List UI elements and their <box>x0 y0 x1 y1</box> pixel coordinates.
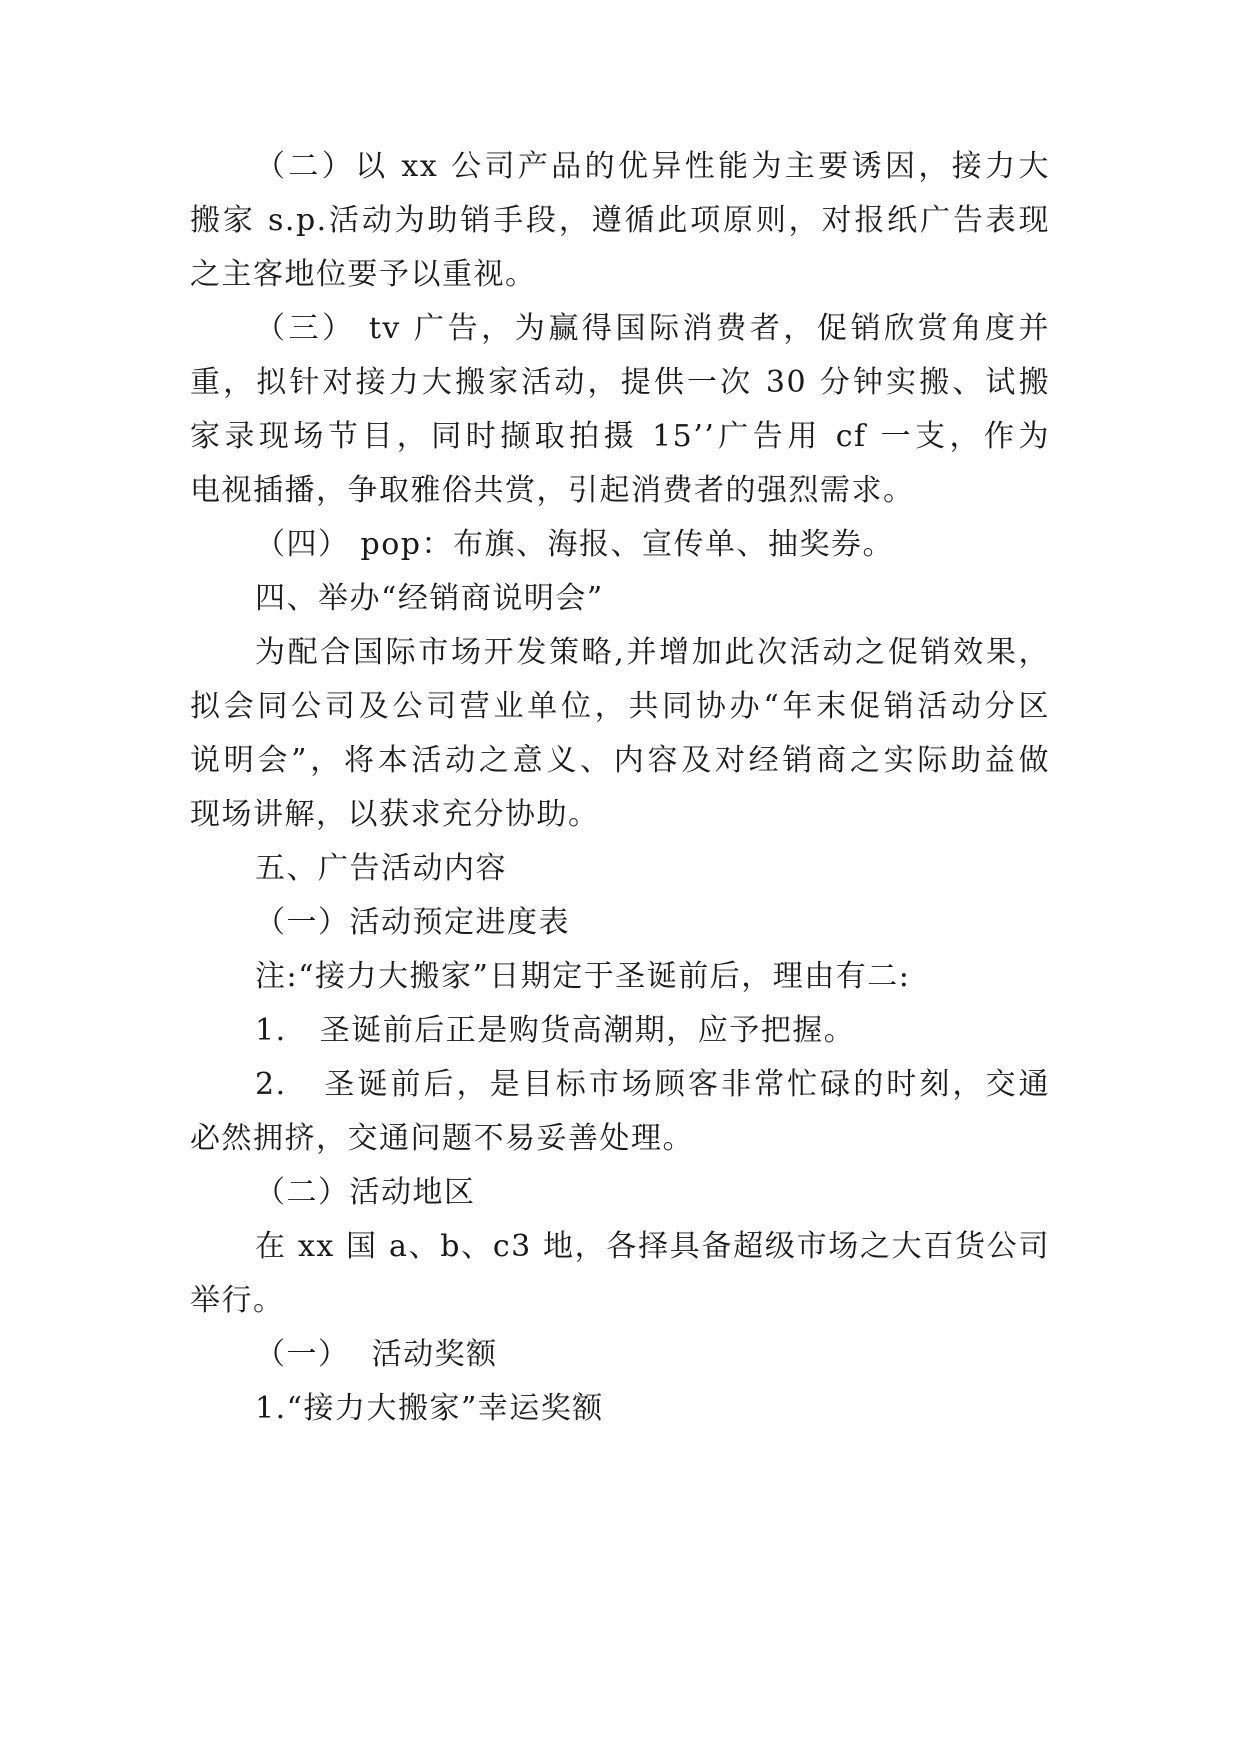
paragraph-line-5: 重，拟针对接力大搬家活动，提供一次 30 分钟实搬、试搬 <box>190 365 1050 400</box>
list-item-1: 1. 圣诞前后正是购货高潮期，应予把握。 <box>255 1013 856 1048</box>
paragraph-line-8: （四） pop：布旗、海报、宣传单、抽奖券。 <box>255 527 895 562</box>
paragraph-line-1: （二）以 xx 公司产品的优异性能为主要诱因，接力大 <box>255 149 1050 184</box>
paragraph-line-22: 举行。 <box>190 1283 285 1318</box>
paragraph-line-11: 拟会同公司及公司营业单位，共同协办“年末促销活动分区 <box>190 689 1050 724</box>
section-heading-4: 四、举办“经销商说明会” <box>255 581 604 616</box>
section-heading-5: 五、广告活动内容 <box>255 851 507 886</box>
list-item-prize-1: 1.“接力大搬家”幸运奖额 <box>255 1391 604 1426</box>
list-item-2: 2. 圣诞前后，是目标市场顾客非常忙碌的时刻，交通 <box>255 1067 1050 1102</box>
paragraph-line-4: （三） tv 广告，为赢得国际消费者，促销欣赏角度并 <box>255 311 1050 346</box>
paragraph-line-7: 电视插播，争取雅俗共赏，引起消费者的强烈需求。 <box>190 473 915 508</box>
paragraph-line-10: 为配合国际市场开发策略,并增加此次活动之促销效果， <box>255 635 1050 670</box>
note-line: 注:“接力大搬家”日期定于圣诞前后，理由有二: <box>255 959 911 994</box>
paragraph-line-21: 在 xx 国 a、b、c3 地，各择具备超级市场之大百货公司 <box>255 1229 1050 1264</box>
paragraph-line-12: 说明会”，将本活动之意义、内容及对经销商之实际助益做 <box>190 743 1050 778</box>
subheading-region: （二）活动地区 <box>255 1175 476 1210</box>
paragraph-line-6: 家录现场节目，同时撷取拍摄 15’’广告用 cf 一支，作为 <box>190 419 1050 454</box>
paragraph-line-13: 现场讲解，以获求充分协助。 <box>190 797 600 832</box>
paragraph-line-2: 搬家 s.p.活动为助销手段，遵循此项原则，对报纸广告表现 <box>190 203 1050 238</box>
subheading-schedule: （一）活动预定进度表 <box>255 905 570 940</box>
paragraph-line-3: 之主客地位要予以重视。 <box>190 257 537 292</box>
subheading-prizes: （一） 活动奖额 <box>255 1337 498 1372</box>
list-item-2-continued: 必然拥挤，交通问题不易妥善处理。 <box>190 1121 694 1156</box>
